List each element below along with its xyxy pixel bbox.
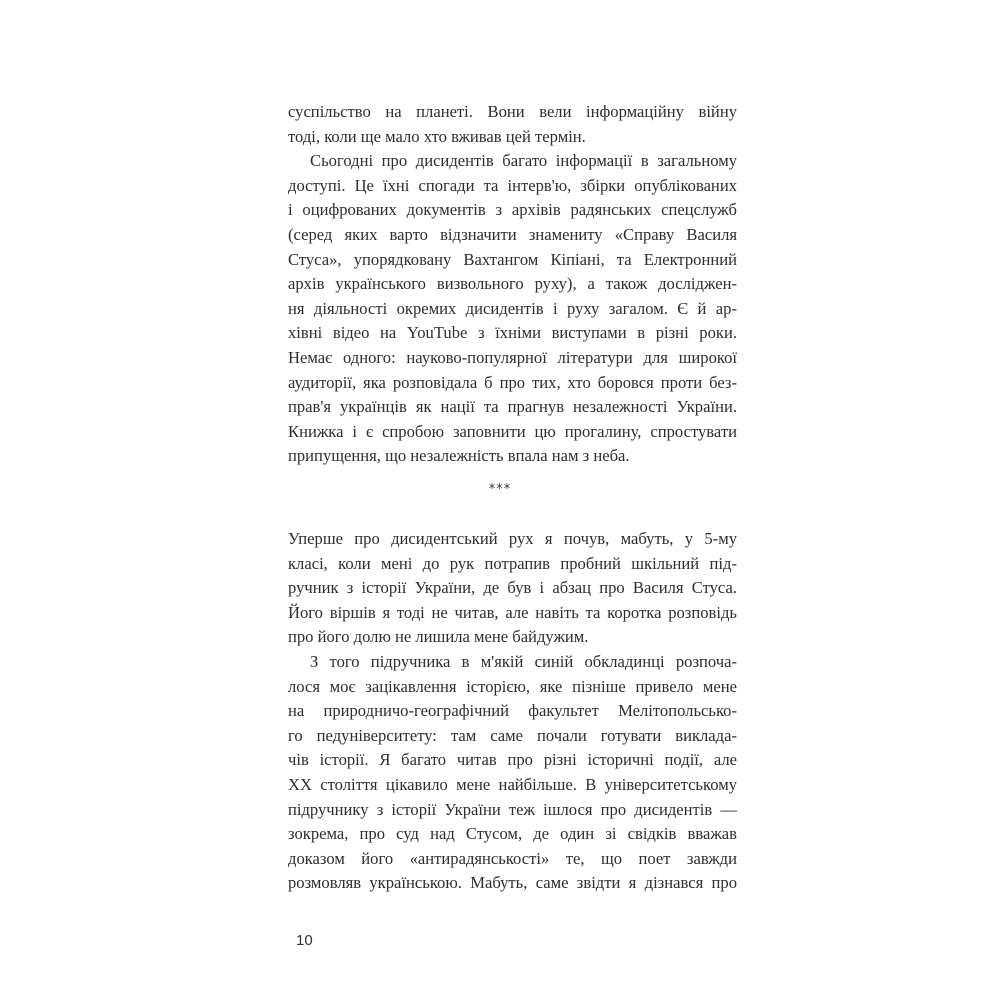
text-line: З того підручника в м'якій синій обкладинці розпоча- <box>310 651 737 671</box>
text-line: чів історії. Я багато читав про різні історичні події, але <box>288 750 737 770</box>
text-line: тоді, коли ще мало хто вживав цей термін. <box>288 126 586 146</box>
text-line: і оцифрованих документів з архівів радянських спецслужб <box>288 200 737 220</box>
text-section-2 <box>288 527 737 896</box>
text-line: Книжка і є спробою заповнити цю прогалину, спростувати <box>288 421 737 441</box>
text-line: доступі. Це їхні спогади та інтерв'ю, збірки опублікованих <box>288 175 737 195</box>
section-separator: *** <box>488 482 512 497</box>
text-line: ручник з історії України, де був і абзац про Василя Стуса. <box>288 578 737 598</box>
text-line: (серед яких варто відзначити знамениту «Справу Василя <box>288 224 737 244</box>
text-line: припущення, що незалежність впала нам з неба. <box>288 446 630 466</box>
text-line: го педуніверситету: там саме почали готувати виклада- <box>288 725 737 745</box>
text-line: Сьогодні про дисидентів багато інформації в загальному <box>310 151 737 171</box>
text-line: підручнику з історії України теж ішлося про дисидентів — <box>288 799 737 819</box>
text-line: суспільство на планеті. Вони вели інформаційну війну <box>288 102 737 121</box>
text-line: на природничо-географічний факультет Мелітопольсько- <box>288 701 737 721</box>
text-line: Немає одного: науково-популярної літератури для широкої <box>288 347 737 367</box>
text-line: про його долю не лишила мене байдужим. <box>288 627 589 647</box>
text-section-1 <box>288 100 737 469</box>
text-line: прав'я українців як нації та прагнув незалежності України. <box>288 397 737 417</box>
page-number: 10 <box>296 932 313 949</box>
text-line: XX століття цікавило мене найбільше. В університетському <box>288 774 737 794</box>
text-line: Його віршів я тоді не читав, але навіть та коротка розповідь <box>288 602 737 622</box>
text-line: аудиторії, яка розповідала б про тих, хто боровся проти без- <box>288 372 737 392</box>
text-line: класі, коли мені до рук потрапив пробний шкільний під- <box>288 553 737 573</box>
text-line: доказом його «антирадянськості» те, що поет завжди <box>288 848 737 868</box>
text-line: розмовляв українською. Мабуть, саме звідти я дізнався про <box>288 873 737 893</box>
text-line: лося моє зацікавлення історією, яке пізніше привело мене <box>288 676 737 696</box>
text-line: зокрема, про суд над Стусом, де один зі свідків вважав <box>288 824 737 844</box>
text-line: Стуса», упорядковану Вахтангом Кіпіані, та Електронний <box>288 249 737 269</box>
text-line: ня діяльності окремих дисидентів і руху загалом. Є й ар- <box>288 298 737 318</box>
text-line: Уперше про дисидентський рух я почув, мабуть, у 5-му <box>288 529 737 548</box>
text-line: архів українського визвольного руху), а також досліджен- <box>288 274 737 294</box>
text-line: хівні відео на YouTube з їхніми виступами в різні роки. <box>288 323 737 343</box>
